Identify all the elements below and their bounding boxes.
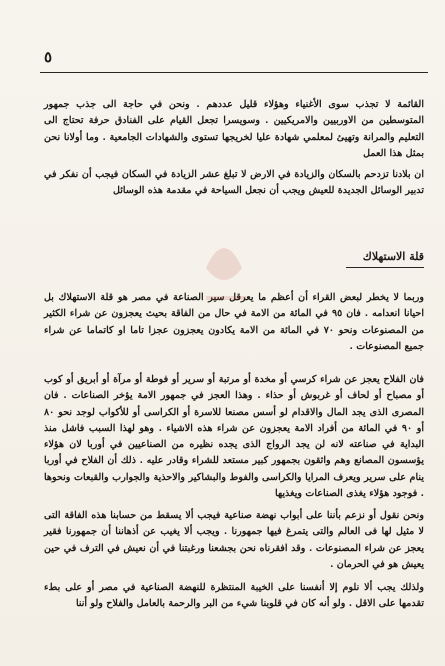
section-heading: قلة الاستهلاك — [362, 250, 424, 263]
header-rule — [40, 72, 428, 73]
page-number: ٥ — [44, 48, 53, 66]
heading-underline — [346, 267, 424, 268]
paragraph-3: وربما لا يخطر لبعض القراء أن أعظم ما يعرقل سير الصناعة في مصر هو قلة الاستهلاك بل احيانا انعدامه . فان ٩٥ في المائة من الامة في حال من الفاقة بحيث يعجزون عن شراء الكثير من المصنوعات ونحو ٧٠ في المائة من الامة يكادون يعجزون عجزا تاما او كاتماما عن شراء جميع المصنوعات . — [44, 292, 424, 352]
paragraph-2: ان بلادنا تزدحم بالسكان والزيادة في الارض لا تبلغ عشر الزيادة في السكان فيجب أن نفكر في تدبير الوسائل الجديدة للعيش ويجب أن نجعل السياحة في مقدمة هذه الوسائل — [44, 169, 424, 197]
paragraph-4: فان الفلاح يعجز عن شراء كرسي أو مخدة أو مرتبة أو سرير أو فوطة أو مرآة أو أبريق أو كوب أو مصباح أو لحاف أو غربوش أو حذاء . وهذا العجز في جمهور الامة يؤخر الصناعات . فان المصرى الذى يجد المال والاقدام لو أسس مصنعا للاسرة أو الكراسى أو للأكواب لوجد نحو ٨٠ أو ٩٠ في المائة من أفراد الامة يعجزون عن شراء هذه الاشياء . وهو لهذا السبب فاشل منذ البداية في صناعته لانه لن يجد الرواج الذى يجده نظيره من الصناعيين في أوربا لان هؤلاء يؤسسون المصانع وهم واثقون بجمهور كبير مستعد للشراء وقادر عليه . ذلك أن الفلاح في أوربا ينام على سرير ويعرف المرايا والكراسى والفوط والبشاكير والاحذية والجوارب والقبعات ونحوها . فوجود هؤلاء يغذى الصناعات ويغذيها — [44, 374, 425, 500]
paragraph-5: ونحن نقول أو نزعم بأننا على أبواب نهضة صناعية فيجب ألا يسقط من حسابنا هذه الفاقة التى لا مثيل لها فى العالم والتى يتمرغ فيها جمهورنا . ويجب ألا يغيب عن أذهاننا أن جمهورنا فقير يعجز عن شراء المصنوعات . وقد افقرناه نحن بجشعنا ورغبتنا في أن نعيش في الترف في حين يعيش هو في الحرمان . — [44, 510, 424, 570]
paragraph-1: القائمة لا تجذب سوى الأغنياء وهؤلاء قليل عددهم . ونحن في حاجة الى جذب جمهور المتوسطين من الاوربيين والامريكيين . وسويسرا تجعل القيام على الفنادق حرفة تحتاج الى التعليم والمرانة وتهيئ لمعلمي شهادة عليا لخريجها تستوى والشهادات الجامعية . وما أولانا نحن بمثل هذا العمل — [44, 99, 424, 159]
paragraph-6: ولذلك يجب ألا نلوم إلا أنفسنا على الخيبة المنتظرة للنهضة الصناعية في مصر أو على بطء تقدمها على الاقل . ولو أنه كان في قلوبنا شيء من البر والرحمة بالعامل والفلاح ولو أننا — [44, 582, 424, 610]
